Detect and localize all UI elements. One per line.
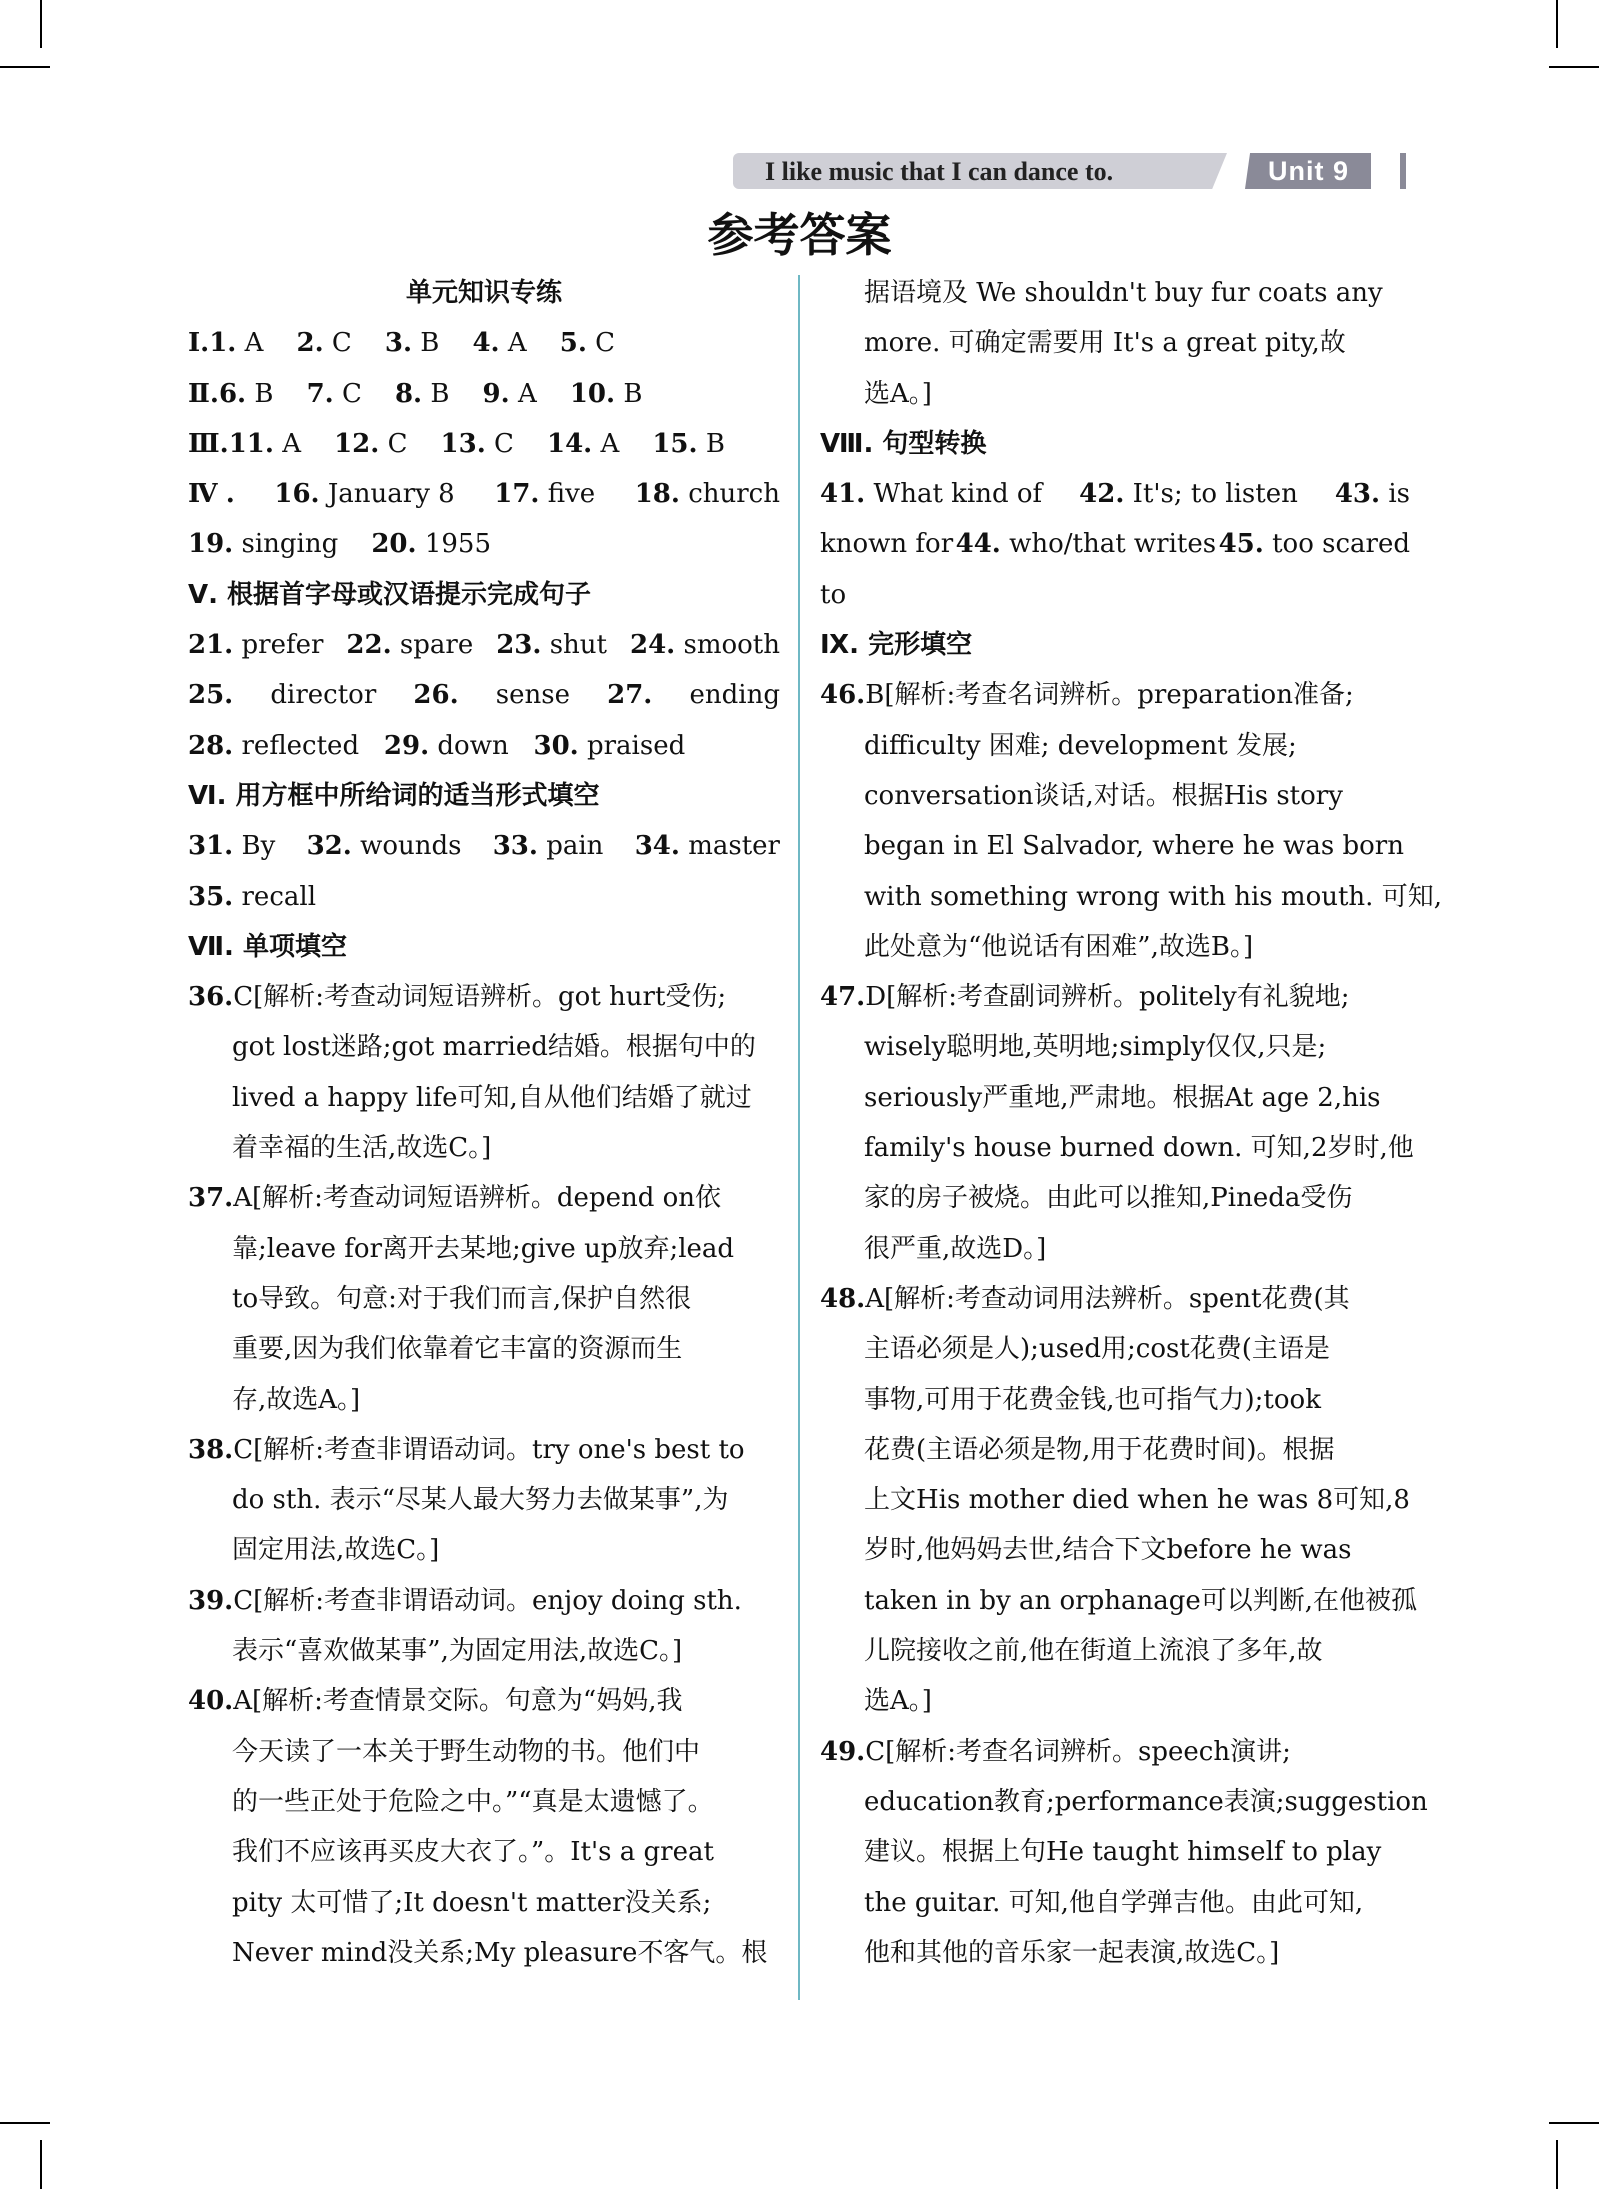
answer-row-10: 35. recall — [188, 881, 317, 912]
crop-mark — [1549, 66, 1599, 68]
column-divider — [798, 275, 800, 2000]
explanation-37: 37.A[解析:考查动词短语辨析。depend on依 靠;leave for离开去某地;give up放弃;lead to导致。句意:对于我们而言,保护自然很 重要,因为我们依靠着它丰富的资源而生 存,故选A。] — [188, 1183, 735, 1415]
section-heading-9: Ⅸ. 完形填空 — [820, 630, 973, 661]
crop-mark — [0, 66, 50, 68]
explanation-39: 39.C[解析:考查非谓语动词。enjoy doing sth. 表示“喜欢做某事”,为固定用法,故选C。] — [188, 1585, 742, 1667]
explanation-47: 47.D[解析:考查副词辨析。politely有礼貌地; wisely聪明地,英明地;simply仅仅,只是; seriously严重地,严肃地。根据At age 2,his family's house burned down. 可知,2岁时,他 家的房子被烧。由此可以推知,Pineda受伤 很严重,故选D。] — [820, 982, 1414, 1264]
answer-row-2: Ⅱ.6. B 7. C 8. B 9. A 10. B — [188, 378, 643, 409]
answer-row-44: known for 44. who/that writes 45. too scared — [820, 529, 1410, 560]
left-column — [188, 268, 780, 1978]
explanation-46: 46.B[解析:考查名词辨析。preparation准备; difficulty 困难; development 发展; conversation谈话,对话。根据His story began in El Salvador, where he was born with something wrong with his mouth. 可知, 此处意为“他说话有困难”,故选B。] — [820, 680, 1442, 962]
unit-bar — [1400, 153, 1406, 189]
section-heading-6: Ⅵ. 用方框中所给词的适当形式填空 — [188, 780, 600, 811]
answer-row-5: 19. singing 20. 1955 — [188, 529, 491, 560]
answer-row-6: 21. prefer 22. spare 23. shut 24. smooth — [188, 630, 780, 661]
right-column — [820, 268, 1442, 1978]
explanation-38: 38.C[解析:考查非谓语动词。try one's best to do sth. 表示“尽某人最大努力去做某事”,为 固定用法,故选C。] — [188, 1434, 745, 1566]
section-heading-7: Ⅶ. 单项填空 — [188, 931, 347, 962]
answer-row-8: 28. reflected 29. down 30. praised — [188, 730, 686, 761]
explanation-36: 36.C[解析:考查动词短语辨析。got hurt受伤; got lost迷路;got married结婚。根据句中的 lived a happy life可知,自从他们结婚了就过 着幸福的生活,故选C。] — [188, 982, 756, 1164]
explanation-40-continued: 据语境及 We shouldn't buy fur coats any more. 可确定需要用 It's a great pity,故 选A。] — [864, 278, 1383, 409]
answer-row-45-cont: to — [820, 579, 847, 610]
page-title: 参考答案 — [707, 208, 892, 262]
answer-row-3: Ⅲ.11. A 12. C 13. C 14. A 15. B — [188, 428, 725, 459]
unit-label: Unit 9 — [1268, 156, 1350, 186]
crop-mark — [40, 0, 42, 48]
section-heading-8: Ⅷ. 句型转换 — [820, 428, 987, 459]
crop-mark — [40, 2140, 42, 2189]
answer-row-9: 31. By 32. wounds 33. pain 34. master — [188, 831, 780, 862]
crop-mark — [1549, 2122, 1599, 2124]
section-title: 单元知识专练 — [405, 278, 562, 308]
running-title: I like music that I can dance to. — [765, 157, 1114, 186]
explanation-48: 48.A[解析:考查动词用法辨析。spent花费(其 主语必须是人);used用;cost花费(主语是 事物,可用于花费金钱,也可指气力);took 花费(主语必须是物,用于花费时间)。根据 上文His mother died when he was 8可知,8 岁时,他妈妈去世,结合下文before he was taken in by an orphanage可以判断,在他被孤 儿院接收之前,他在街道上流浪了多年,故 选A。] — [820, 1283, 1418, 1717]
answer-row-4: Ⅳ . 16. January 8 17. five 18. church — [188, 479, 780, 510]
answer-row-7: 25. director 26. sense 27. ending — [188, 680, 780, 711]
answer-row-1: Ⅰ.1. A 2. C 3. B 4. A 5. C — [188, 328, 616, 359]
section-heading-5: Ⅴ. 根据首字母或汉语提示完成句子 — [188, 579, 592, 610]
crop-mark — [1556, 0, 1558, 48]
crop-mark — [1556, 2140, 1558, 2189]
explanation-49: 49.C[解析:考查名词辨析。speech演讲; education教育;performance表演;suggestion 建议。根据上句He taught himself to play the guitar. 可知,他自学弹吉他。由此可知, 他和其他的音乐家一起表演,故选C。] — [820, 1736, 1428, 1968]
crop-mark — [0, 2122, 50, 2124]
explanation-40: 40.A[解析:考查情景交际。句意为“妈妈,我 今天读了一本关于野生动物的书。他们中 的一些正处于危险之中。”“真是太遗憾了。 我们不应该再买皮大衣了。”。It's a great pity 太可惜了;It doesn't matter没关系; Never mind没关系;My pleasure不客气。根 — [188, 1686, 768, 1968]
answer-row-41: 41. What kind of 42. It's; to listen 43. is — [820, 479, 1410, 510]
